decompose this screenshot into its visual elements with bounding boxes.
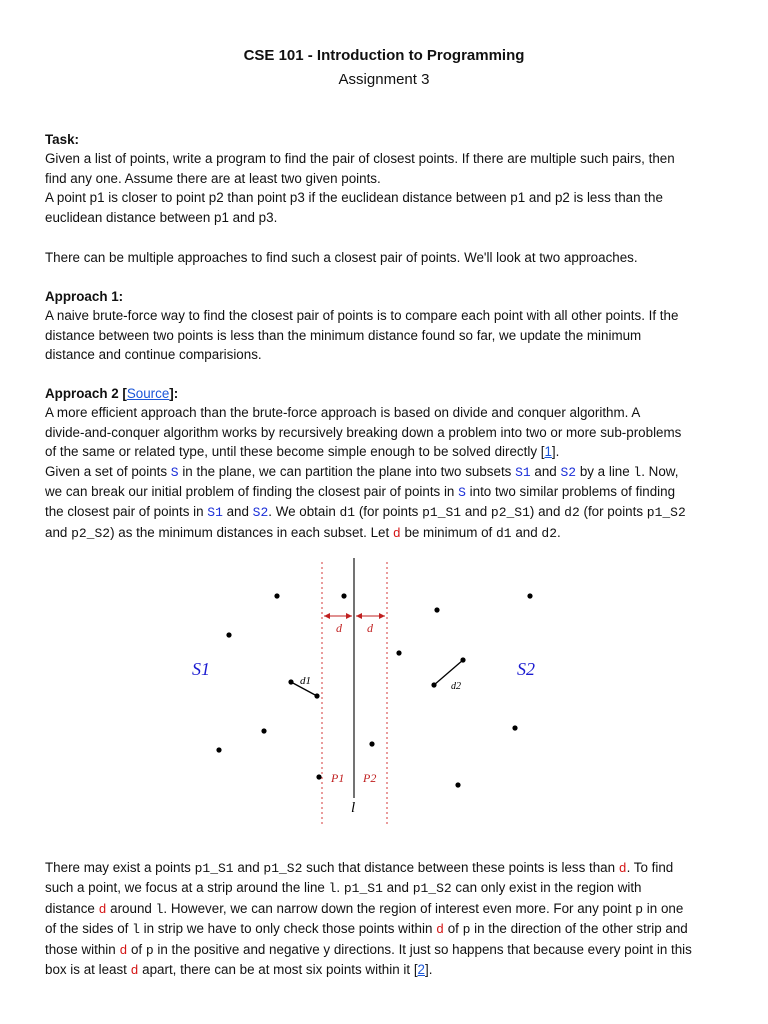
label-p2: P2 bbox=[363, 771, 377, 785]
source-link[interactable]: Source bbox=[126, 386, 170, 401]
task-line: find any one. Assume there are at least two given points. bbox=[45, 170, 381, 186]
point bbox=[512, 725, 517, 730]
approach2-line: A more efficient approach than the brute-force approach is based on divide and conquer algorithm. A bbox=[45, 405, 641, 421]
approach2-line: of the same or related type, until these become simple enough to be solved directly [1]. bbox=[45, 444, 560, 460]
strip-line: box is at least d apart, there can be at most six points within it [2]. bbox=[45, 962, 433, 979]
approach2-line: Given a set of points S in the plane, we can partition the plane into two subsets S1 and S2 by a line l. Now, bbox=[45, 463, 679, 480]
reference-link-1[interactable]: 1 bbox=[544, 444, 552, 460]
approach2-line: divide-and-conquer algorithm works by recursively breaking down a problem into two or more sub-problems bbox=[45, 424, 682, 440]
point bbox=[274, 593, 279, 598]
point bbox=[455, 782, 460, 787]
point bbox=[396, 650, 401, 655]
approach2-heading-line: Approach 2 [Source]: bbox=[45, 386, 179, 401]
strip-line: distance d around l. However, we can narrow down the region of interest even more. For any point p in one bbox=[45, 900, 684, 917]
point bbox=[261, 728, 266, 733]
label-d1: d1 bbox=[300, 675, 311, 687]
strip-line: of the sides of l in strip we have to only check those points within d of p in the direction of the other strip and bbox=[45, 921, 688, 938]
label-d-left: d bbox=[336, 621, 342, 635]
page-title: CSE 101 - Introduction to Programming bbox=[243, 47, 525, 64]
label-d-right: d bbox=[367, 621, 373, 635]
label-l: l bbox=[351, 800, 356, 816]
closest-pair-diagram bbox=[0, 550, 768, 835]
strip-paragraph bbox=[45, 858, 725, 980]
point bbox=[316, 774, 321, 779]
task-heading: Task: bbox=[45, 132, 79, 147]
approach1-section bbox=[45, 287, 725, 365]
strip-line: There may exist a points p1_S1 and p1_S2 such that distance between these points is less than d. To find bbox=[45, 860, 674, 876]
point bbox=[341, 593, 346, 598]
task-section bbox=[45, 130, 725, 227]
approach2-line: we can break our initial problem of finding the closest pair of points in S into two similar problems of finding bbox=[45, 484, 676, 501]
approach2-heading: Approach 2 bbox=[45, 386, 119, 401]
point bbox=[434, 607, 439, 612]
strip-line: those within d of p in the positive and negative y directions. It just so happens that because every point in this bbox=[45, 941, 692, 958]
intro-paragraph: There can be multiple approaches to find such a closest pair of points. We'll look at two approaches. bbox=[45, 250, 638, 265]
point bbox=[527, 593, 532, 598]
point bbox=[226, 632, 231, 637]
task-line: A point p1 is closer to point p2 than point p3 if the euclidean distance between p1 and p2 is less than the bbox=[45, 190, 663, 206]
approach1-heading: Approach 1: bbox=[45, 289, 124, 304]
reference-link-2[interactable]: 2 bbox=[417, 962, 425, 978]
task-line: Given a list of points, write a program to find the pair of closest points. If there are multiple such pairs, then bbox=[45, 151, 675, 167]
approach1-line: distance between two points is less than the minimum distance found so far, we update the minimum bbox=[45, 327, 642, 343]
point bbox=[216, 747, 221, 752]
point bbox=[369, 741, 374, 746]
strip-line: such a point, we focus at a strip around the line l. p1_S1 and p1_S2 can only exist in the region with bbox=[45, 880, 642, 897]
approach1-line: A naive brute-force way to find the closest pair of points is to compare each point with all other points. If the bbox=[45, 308, 679, 324]
approach2-line: the closest pair of points in S1 and S2. We obtain d1 (for points p1_S1 and p2_S1) and d2 (for points p1_S2 bbox=[45, 504, 686, 521]
points-group bbox=[216, 593, 532, 787]
task-line: euclidean distance between p1 and p3. bbox=[45, 209, 278, 225]
approach1-line: distance and continue comparisions. bbox=[45, 347, 262, 363]
page-subtitle: Assignment 3 bbox=[338, 71, 430, 88]
label-p1: P1 bbox=[331, 771, 345, 785]
label-s1: S1 bbox=[192, 659, 210, 679]
approach2-section bbox=[45, 384, 725, 543]
label-s2: S2 bbox=[517, 659, 535, 679]
approach2-line: and p2_S2) as the minimum distances in each subset. Let d be minimum of d1 and d2. bbox=[45, 524, 561, 541]
label-d2: d2 bbox=[451, 681, 461, 692]
